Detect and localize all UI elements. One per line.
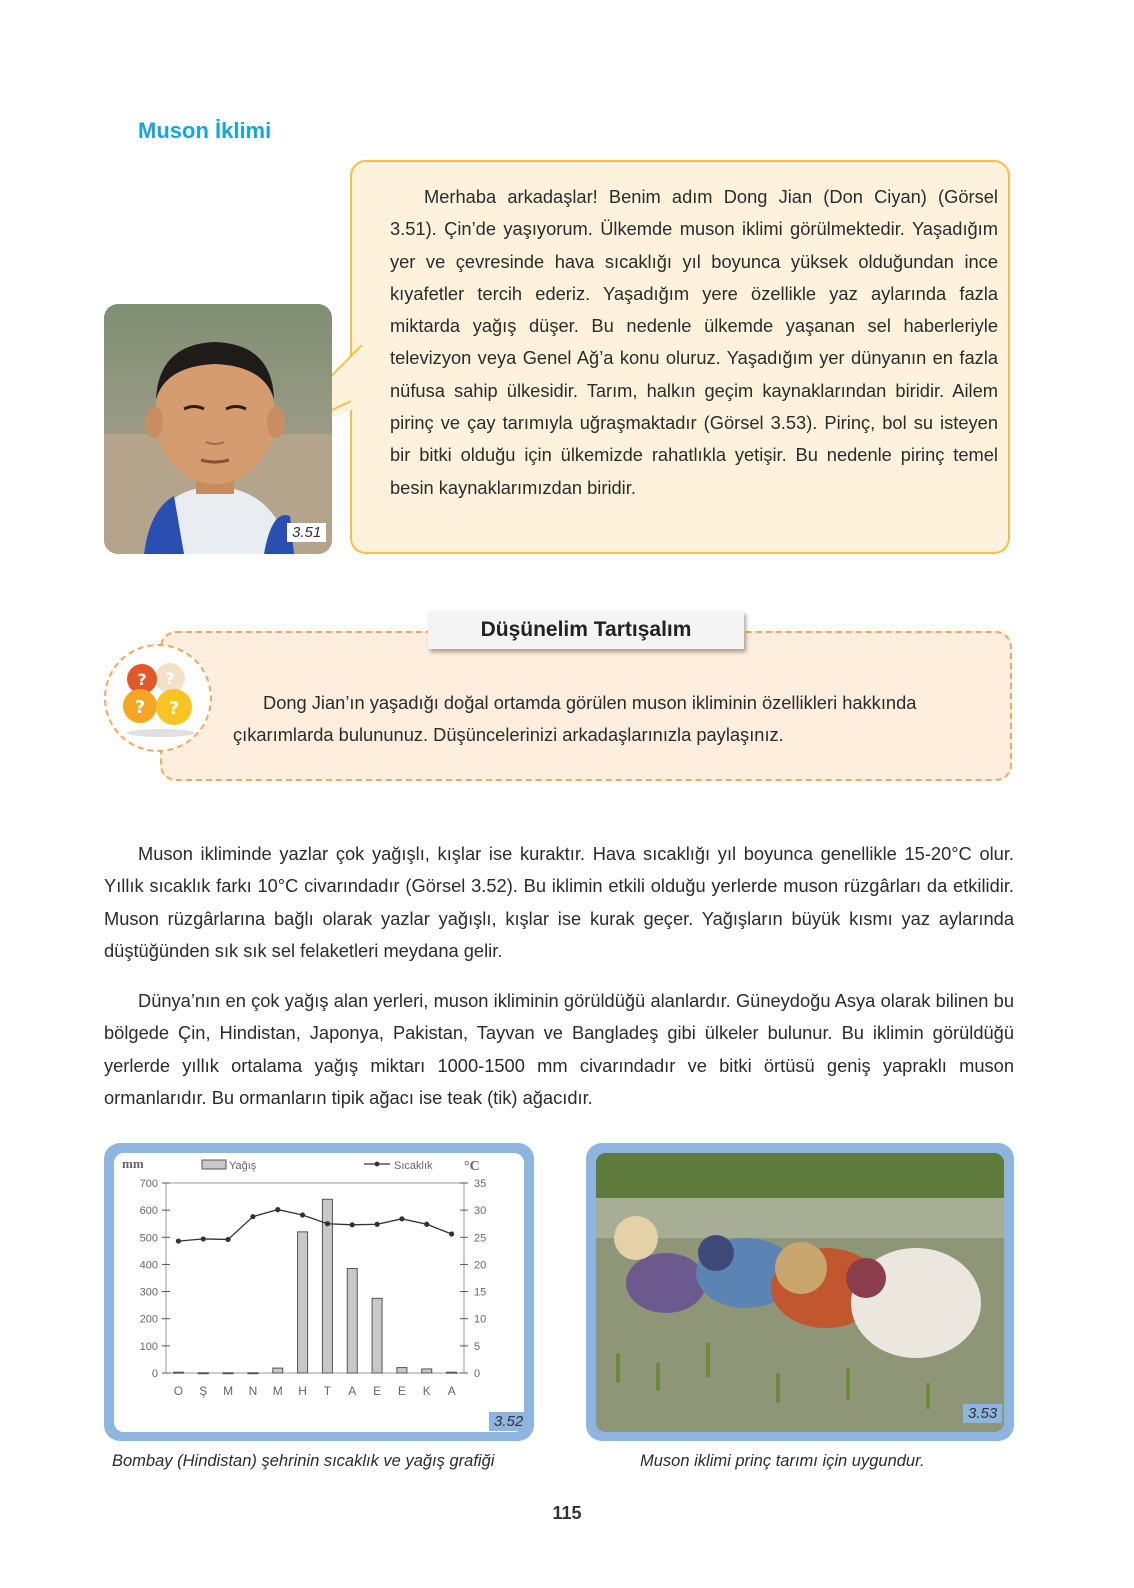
precipitation-bar <box>223 1373 233 1374</box>
right-axis-tick-label: 30 <box>474 1205 487 1218</box>
precipitation-bar <box>447 1372 457 1373</box>
svg-text:?: ? <box>168 698 180 719</box>
plot-frame <box>166 1183 464 1373</box>
temperature-point <box>399 1216 404 1221</box>
right-axis-tick-label: 20 <box>474 1259 487 1272</box>
page-number: 115 <box>552 1503 582 1523</box>
left-axis-tick-label: 500 <box>139 1232 158 1245</box>
temperature-point <box>350 1222 355 1227</box>
legend-bar-swatch <box>202 1160 226 1169</box>
speech-bubble-text: Merhaba arkadaşlar! Benim adım Dong Jian (Don Ciyan) (Görsel 3.51). Çin’de yaşıyorum. Ülkemde muson iklimi görülmektedir. Yaşadığım yer ve çevresinde hava sıcaklığı yıl boyunca yüksek olduğundan ince kıyafetler tercih ederiz. Yaşadığım yere özellikle yaz aylarında fazla miktarda yağış düşer. Bu nedenle ülkemde yaşanan sel haberleriyle televizyon veya Genel Ağ’a konu oluruz. Yaşadığım yer dünyanın en fazla nüfusa sahip ülkesidir. Tarım, halkın geçim kaynaklarından biridir. Ailem pirinç ve çay tarımıyla uğraşmaktadır (Görsel 3.53). Pirinç, bol su isteyen bir bitki olduğu için ülkemizde rahatlıkla yetişir. Bu nedenle pirinç temel besin kaynaklarımızdan biridir. <box>390 186 998 498</box>
month-label: E <box>397 1384 406 1398</box>
month-label: A <box>348 1384 357 1398</box>
temperature-line <box>178 1210 451 1241</box>
left-axis-unit: mm <box>122 1156 144 1171</box>
discussion-title: Düşünelim Tartışalım <box>428 611 744 649</box>
legend-bar-label: Yağış <box>229 1160 257 1172</box>
month-label: O <box>173 1384 184 1398</box>
question-bubbles-icon <box>116 660 206 740</box>
month-label: N <box>248 1384 258 1398</box>
right-axis-tick-label: 15 <box>474 1286 487 1299</box>
month-label: K <box>422 1384 431 1398</box>
month-label: M <box>223 1384 234 1398</box>
rice-field-photo <box>596 1153 1004 1432</box>
chart-caption: Bombay (Hindistan) şehrinin sıcaklık ve yağış grafiği <box>112 1452 495 1470</box>
precipitation-bar <box>422 1369 432 1373</box>
right-axis-tick-label: 10 <box>474 1313 487 1326</box>
left-axis-tick-label: 300 <box>139 1286 158 1299</box>
body-paragraph-2: Dünya’nın en çok yağış alan yerleri, muson ikliminin görüldüğü alanlardır. Güneydoğu Asya olarak bilinen bu bölgede Çin, Hindistan, Japonya, Pakistan, Tayvan ve Bangladeş gibi ülkeler bulunur. Bu iklimin görüldüğü yerlerde yıllık ortalama yağış miktarı 1000-1500 mm civarındadır ve bitki örtüsü geniş yapraklı muson ormanlarıdır. Bu ormanların tipik ağacı ise teak (tik) ağacıdır. <box>104 990 1014 1108</box>
month-label: M <box>272 1384 283 1398</box>
month-label: E <box>373 1384 382 1398</box>
temperature-point <box>225 1237 230 1242</box>
left-axis-tick-label: 700 <box>139 1178 158 1190</box>
temperature-point <box>424 1222 429 1227</box>
svg-text:?: ? <box>165 669 175 688</box>
left-axis-tick-label: 600 <box>139 1205 158 1218</box>
precipitation-bar <box>273 1368 283 1373</box>
photo-caption: Muson iklimi prinç tarımı için uygundur. <box>640 1452 925 1470</box>
svg-text:?: ? <box>134 697 146 718</box>
climate-chart <box>114 1153 524 1432</box>
left-axis-tick-label: 200 <box>139 1313 158 1326</box>
temperature-point <box>374 1222 379 1227</box>
month-label: H <box>298 1384 307 1398</box>
chart-panel <box>114 1153 524 1432</box>
temperature-point <box>275 1207 280 1212</box>
temperature-point <box>449 1231 454 1236</box>
right-axis-tick-label: 25 <box>474 1232 487 1245</box>
precipitation-bar <box>173 1372 183 1373</box>
right-axis-unit: °C <box>464 1159 480 1174</box>
month-label: A <box>447 1384 456 1398</box>
temperature-point <box>300 1212 305 1217</box>
precipitation-bar <box>397 1368 407 1373</box>
discussion-text: Dong Jian’ın yaşadığı doğal ortamda görülen muson ikliminin özellikleri hakkında çıkarımlarda bulununuz. Düşüncelerinizi arkadaşlarınızla paylaşınız. <box>233 692 917 745</box>
chart-number-label: 3.52 <box>489 1412 528 1431</box>
right-axis-tick-label: 35 <box>474 1178 487 1190</box>
temperature-point <box>325 1221 330 1226</box>
month-label: Ş <box>199 1384 208 1398</box>
right-axis-tick-label: 5 <box>474 1340 481 1353</box>
left-axis-tick-label: 0 <box>151 1368 158 1380</box>
left-axis-tick-label: 400 <box>139 1259 158 1272</box>
legend-line-marker <box>375 1162 380 1167</box>
right-axis-tick-label: 0 <box>474 1368 481 1380</box>
left-axis-tick-label: 100 <box>139 1340 158 1353</box>
legend-line-label: Sıcaklık <box>394 1160 433 1172</box>
temperature-point <box>201 1236 206 1241</box>
photo-number-label: 3.51 <box>287 523 326 542</box>
svg-text:?: ? <box>137 670 147 689</box>
precipitation-bar <box>347 1269 357 1374</box>
temperature-point <box>176 1238 181 1243</box>
section-title: Muson İklimi <box>138 118 272 143</box>
body-paragraph-1: Muson ikliminde yazlar çok yağışlı, kışlar ise kuraktır. Hava sıcaklığı yıl boyunca genellikle 15-20°C olur. Yıllık sıcaklık farkı 10°C civarındadır (Görsel 3.52). Bu iklimin etkili olduğu yerlerde muson rüzgârları da etkilidir. Muson rüzgârlarına bağlı olarak yazlar yağışlı, kışlar ise kurak geçer. Yağışların büyük kısmı yaz aylarında düştüğünden sık sık sel felaketleri meydana gelir. <box>104 843 1014 961</box>
boy-portrait-photo <box>104 304 332 554</box>
precipitation-bar <box>372 1298 382 1373</box>
photo-number-label-2: 3.53 <box>963 1404 1002 1423</box>
precipitation-bar <box>248 1373 258 1374</box>
temperature-point <box>250 1214 255 1219</box>
precipitation-bar <box>198 1373 208 1374</box>
precipitation-bar <box>298 1232 308 1373</box>
month-label: T <box>323 1384 332 1398</box>
